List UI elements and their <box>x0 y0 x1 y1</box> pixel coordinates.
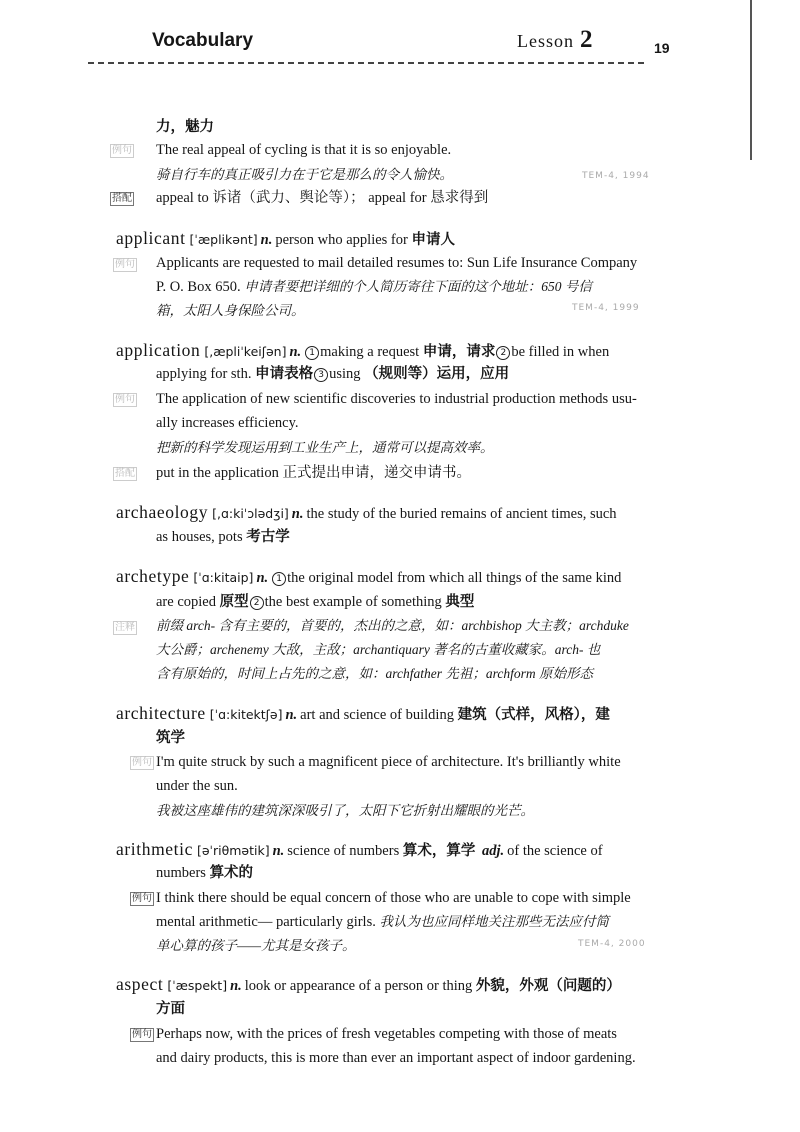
lesson-label: Lesson <box>517 31 574 51</box>
definition-zh: 申请人 <box>411 232 455 248</box>
entry-applicant <box>116 228 455 250</box>
example-line: Applicants are requested to mail detailed resumes to: Sun Life Insurance Company <box>156 255 638 271</box>
prev-entry-continuation: 力，魅力 <box>156 119 214 135</box>
example-en: P. O. Box 650. <box>156 279 241 295</box>
source-ref: TEM-4, 1999 <box>572 303 640 313</box>
collocation-text: put in the application 正式提出申请，递交申请书。 <box>156 465 471 481</box>
definition: the original model from which all things of the same kind <box>287 570 622 586</box>
phonetic: [ˈɑ:kitaip] <box>193 570 254 585</box>
sense-2-zh: 申请表格 <box>255 366 314 382</box>
definition: person who applies for <box>275 232 408 248</box>
definition-zh: 考古学 <box>246 529 290 545</box>
header-rule <box>88 62 644 64</box>
entry-application <box>116 340 609 362</box>
part-of-speech: n. <box>260 232 273 248</box>
sense-2-cont: applying for sth. <box>156 366 252 382</box>
example-line: and dairy products, this is more than ever an important aspect of indoor gardening. <box>156 1050 636 1066</box>
sense-number: 2 <box>496 346 510 360</box>
sense-3-zh: （规则等）运用，应用 <box>364 366 510 382</box>
example-line: The application of new scientific discoveries to industrial production methods usu- <box>156 391 637 407</box>
phonetic: [əˈriθmətik] <box>196 843 270 858</box>
part-of-speech: n. <box>230 978 242 994</box>
page-number: 19 <box>654 40 670 56</box>
definition-zh: 建筑（式样，风格），建 <box>457 707 610 723</box>
headword: archaeology <box>116 502 209 522</box>
part-of-speech: n. <box>285 707 298 723</box>
note-line: 含有原始的，时间上占先的之意，如：archfather 先祖；archform 原始形态 <box>156 666 593 681</box>
example-en: The real appeal of cycling is that it is so enjoyable. <box>156 142 452 158</box>
example-line: under the sun. <box>156 778 238 794</box>
collocation-1: appeal to 诉诸（武力、舆论等）； <box>156 190 365 206</box>
collocation-label: 搭配 <box>112 193 132 204</box>
definition: look or appearance of a person or thing <box>244 978 473 994</box>
example-zh: 申请者要把详细的个人简历寄往下面的这个地址：650 号信 <box>244 279 592 294</box>
example-zh: 把新的科学发现运用到工业生产上，通常可以提高效率。 <box>156 440 494 455</box>
headword: archetype <box>116 566 190 586</box>
phonetic: [,ɑ:kiˈɔlədʒi] <box>212 506 289 521</box>
headword: application <box>116 340 201 360</box>
sense-1-zh: 申请，请求 <box>422 344 496 360</box>
example-zh: 箱，太阳人身保险公司。 <box>156 303 305 318</box>
section-title: Vocabulary <box>152 30 254 51</box>
headword: aspect <box>116 974 164 994</box>
source-ref: TEM-4, 1994 <box>582 171 650 181</box>
example-line <box>156 278 592 296</box>
definition-zh: 原型 <box>219 594 249 610</box>
sense-number: 3 <box>314 368 328 382</box>
sense-number: 1 <box>305 346 319 360</box>
definition-cont: as houses, pots <box>156 529 243 545</box>
definition-zh: 外貌，外观（问题的） <box>475 978 621 994</box>
definition: science of numbers <box>287 843 400 859</box>
definition: art and science of building <box>300 707 454 723</box>
example-label: 例句 <box>115 259 135 270</box>
definition-zh: 算术，算学 <box>402 843 476 859</box>
part-of-speech: n. <box>289 344 302 360</box>
example-zh: 单心算的孩子——尤其是女孩子。 <box>156 938 356 953</box>
example-en: mental arithmetic— particularly girls. <box>156 914 376 930</box>
phonetic: [ˈæplikənt] <box>189 232 258 247</box>
sense-1: making a request <box>320 344 420 360</box>
example-label: 例句 <box>112 145 132 156</box>
definition-line <box>156 864 253 882</box>
definition-cont: are copied <box>156 594 216 610</box>
entry-archetype <box>116 566 621 588</box>
phonetic: [ˈæspekt] <box>167 978 228 993</box>
example-line: ally increases efficiency. <box>156 415 299 431</box>
example-zh: 骑自行车的真正吸引力在于它是那么的令人愉快。 <box>156 167 453 182</box>
collocation-2: appeal for 恳求得到 <box>368 190 489 206</box>
sense-2: be filled in when <box>511 344 610 360</box>
definition-line <box>156 593 474 611</box>
example-zh: 我被这座雄伟的建筑深深吸引了，太阳下它折射出耀眼的光芒。 <box>156 803 534 818</box>
definition-zh-cont: 方面 <box>156 1001 185 1017</box>
adj-definition-zh: 算术的 <box>209 865 254 881</box>
sense-number: 2 <box>250 596 264 610</box>
lesson-number: 2 <box>580 26 594 53</box>
sense-2-zh: 典型 <box>445 594 475 610</box>
part-of-speech-adj: adj. <box>481 843 505 859</box>
definition: the study of the buried remains of ancient times, such <box>306 506 617 522</box>
part-of-speech: n. <box>256 570 269 586</box>
note-line: 大公爵；archenemy 大敌，主敌；archantiquary 著名的古董收藏家。arch- 也 <box>156 642 601 657</box>
definition-line <box>156 528 290 546</box>
part-of-speech: n. <box>272 843 285 859</box>
note-line: 前缀 arch- 含有主要的，首要的，杰出的之意，如：archbishop 大主教；archduke <box>156 618 629 633</box>
collocation-label: 搭配 <box>115 468 135 479</box>
note-label: 注释 <box>115 622 135 633</box>
lesson-heading <box>517 26 594 54</box>
example-line: I think there should be equal concern of those who are unable to cope with simple <box>156 890 631 906</box>
definition-zh-cont: 筑学 <box>156 730 185 746</box>
example-line <box>156 913 609 931</box>
sense-2: the best example of something <box>264 594 442 610</box>
example-label: 例句 <box>132 757 152 768</box>
phonetic: [ˈɑ:kitektʃə] <box>209 707 283 722</box>
example-zh: 我认为也应同样地关注那些无法应付简 <box>379 914 609 929</box>
example-label: 例句 <box>115 394 135 405</box>
sense-3: using <box>329 366 361 382</box>
definition-line <box>156 365 509 383</box>
example-line: I'm quite struck by such a magnificent piece of architecture. It's brilliantly white <box>156 754 621 770</box>
adj-definition-cont: numbers <box>156 865 206 881</box>
entry-arithmetic <box>116 839 603 861</box>
entry-architecture <box>116 703 610 725</box>
page-edge-line <box>750 0 752 160</box>
adj-definition: of the science of <box>507 843 603 859</box>
entry-aspect <box>116 974 621 996</box>
part-of-speech: n. <box>291 506 304 522</box>
headword: applicant <box>116 228 186 248</box>
source-ref: TEM-4, 2000 <box>578 939 646 949</box>
phonetic: [,æpliˈkeiʃən] <box>204 344 287 359</box>
sense-number: 1 <box>272 572 286 586</box>
entry-archaeology <box>116 502 617 524</box>
headword: arithmetic <box>116 839 193 859</box>
example-label: 例句 <box>132 893 152 904</box>
headword: architecture <box>116 703 206 723</box>
collocation-text <box>156 189 488 207</box>
example-line: Perhaps now, with the prices of fresh vegetables competing with those of meats <box>156 1026 617 1042</box>
example-label: 例句 <box>132 1029 152 1040</box>
